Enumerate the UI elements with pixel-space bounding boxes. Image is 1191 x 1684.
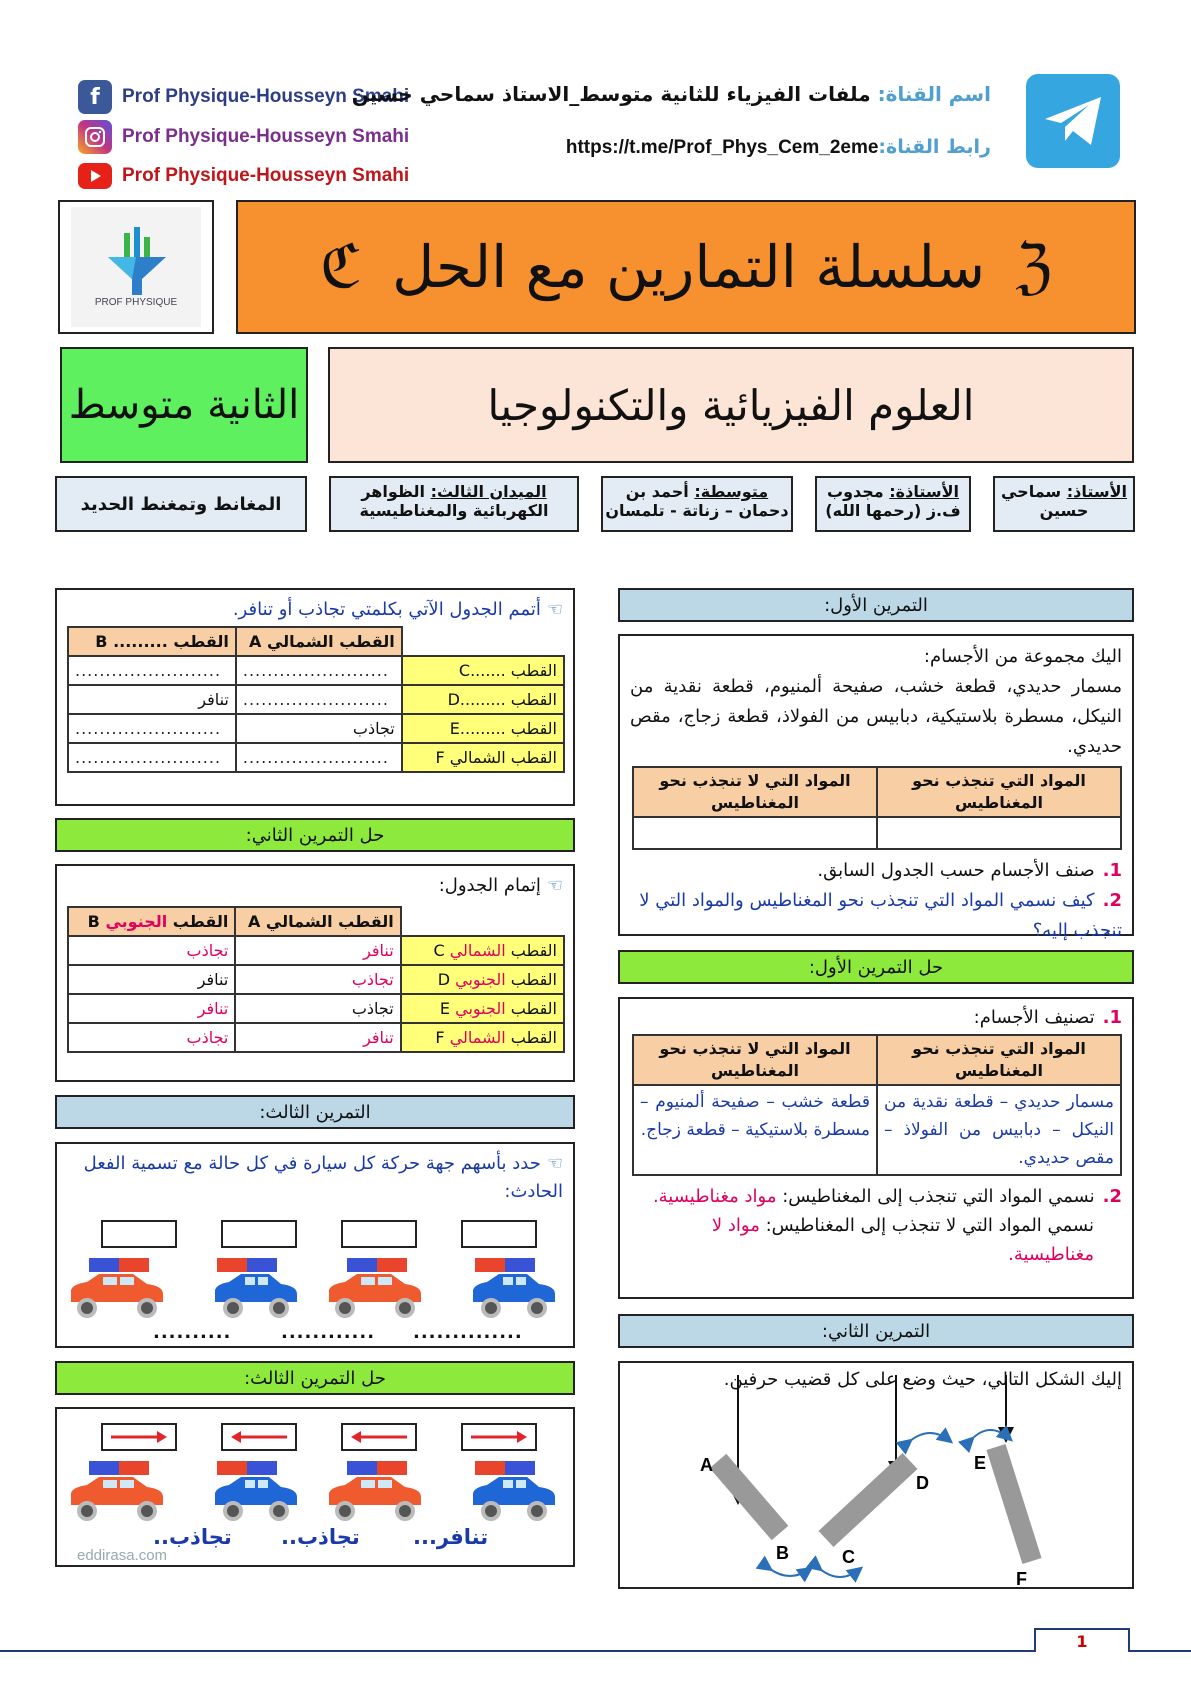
- row-red: الجنوبي: [455, 970, 506, 989]
- table-row: [68, 936, 564, 965]
- row-post: F: [435, 1028, 450, 1047]
- sol1-s1-text: تصنيف الأجسام:: [973, 1007, 1095, 1028]
- ex2-cell: تجاذب: [236, 714, 402, 743]
- school-label: متوسطة:: [694, 482, 769, 501]
- subject-box: [328, 347, 1134, 463]
- car-icon: [465, 1475, 565, 1511]
- sol1-title: حل التمرين الأول:: [808, 956, 944, 978]
- sol1-s2a-text: نسمي المواد التي تنجذب إلى المغناطيس:: [776, 1186, 1095, 1207]
- pointing-hand-icon: ☜: [546, 599, 563, 620]
- sol1-s2-num: 2.: [1102, 1186, 1122, 1207]
- letter-d: D: [916, 1473, 929, 1493]
- sol3-answer-2: تجاذب..: [281, 1525, 360, 1549]
- ex1-title-bar: [618, 588, 1134, 622]
- magnet: [217, 1461, 277, 1475]
- sol2-cell: تنافر: [235, 1023, 400, 1052]
- car-3: [325, 1258, 425, 1318]
- letter-c: C: [842, 1547, 855, 1567]
- car-icon: [207, 1475, 307, 1511]
- arrow-left-icon: [349, 1429, 409, 1445]
- sol2-table: [67, 906, 565, 1053]
- sol3-title: حل التمرين الثالث:: [244, 1367, 386, 1389]
- ex2-question-text: أتمم الجدول الآتي بكلمتي تجاذب أو تنافر.: [232, 599, 541, 620]
- info-teacher1: [993, 476, 1135, 532]
- logo-box: [58, 200, 214, 334]
- field-a: الظواهر: [361, 482, 431, 501]
- sol2-intro-text: إتمام الجدول:: [438, 875, 541, 896]
- social-youtube[interactable]: [78, 158, 438, 194]
- logo-text: PROF PHYSIQUE: [94, 296, 178, 308]
- sol2-row-header: [401, 994, 564, 1023]
- ex3-title: التمرين الثالث:: [259, 1101, 371, 1123]
- instagram-label: Prof Physique-Housseyn Smahi: [122, 126, 410, 147]
- arrow-left-sign-3: [341, 1423, 417, 1451]
- letter-f: F: [1016, 1569, 1027, 1587]
- ex3-blank-3[interactable]: ..............: [413, 1322, 523, 1343]
- pointing-hand-icon: ☜: [546, 1153, 563, 1174]
- arrow-answer-box-3[interactable]: [341, 1220, 417, 1248]
- ex2-cell[interactable]: ........................: [68, 656, 236, 685]
- car-1: [67, 1461, 167, 1521]
- arrow-right-sign-4: [461, 1423, 537, 1451]
- ex1-body: [618, 634, 1134, 941]
- row-post: C: [433, 941, 450, 960]
- school-b: دحمان – زناتة - تلمسان: [605, 501, 789, 520]
- youtube-label: Prof Physique-Housseyn Smahi: [122, 165, 410, 186]
- sol2-row-header: [401, 936, 564, 965]
- magnet: [89, 1258, 149, 1272]
- car-4: [465, 1461, 565, 1521]
- sol2-cell: تجاذب: [68, 936, 235, 965]
- table-row: [68, 714, 564, 743]
- ex3-question-text: حدد بأسهم جهة حركة كل سيارة في كل حالة مع تسمية الفعل الحادث:: [83, 1153, 563, 1202]
- ex2-cell[interactable]: ........................: [68, 714, 236, 743]
- rod-ef: [974, 1375, 1032, 1587]
- car-2: [207, 1258, 307, 1318]
- sol2-cell: تجاذب: [68, 1023, 235, 1052]
- sol1-s1: [630, 1003, 1122, 1032]
- ex1-q1-num: 1.: [1102, 860, 1122, 881]
- rod-ab: [700, 1375, 789, 1563]
- ex1-q2-num: 2.: [1102, 890, 1122, 911]
- table-row: [68, 1023, 564, 1052]
- page-number-tab: [1034, 1628, 1130, 1652]
- ex2-title: التمرين الثاني:: [821, 1320, 931, 1342]
- ex1-q2: [630, 886, 1122, 946]
- ex3-body: [55, 1142, 575, 1348]
- row-red: الشمالي: [449, 1028, 506, 1047]
- arrow-answer-box-1[interactable]: [101, 1220, 177, 1248]
- car-icon: [465, 1272, 565, 1308]
- sol2-row-header: [401, 1023, 564, 1052]
- car-icon: [207, 1272, 307, 1308]
- teacher1-a: سماحي: [1000, 482, 1067, 501]
- series-title: سلسلة التمارين مع الحل: [392, 233, 986, 301]
- sol2-row-header: [401, 965, 564, 994]
- channel-name-label: اسم القناة:: [877, 82, 991, 106]
- sol3-answer-3: تجاذب..: [153, 1525, 232, 1549]
- car-2: [207, 1461, 307, 1521]
- row-red: الشمالي: [449, 941, 506, 960]
- ex1-title: التمرين الأول:: [824, 594, 928, 616]
- ex2-body: [618, 1361, 1134, 1589]
- sol2-title: حل التمرين الثاني:: [245, 824, 385, 846]
- ex1-col-not: المواد التي لا تنجذب نحو المغناطيس: [633, 767, 877, 817]
- info-lesson: [55, 476, 307, 532]
- sol2-title-bar: [55, 818, 575, 852]
- footer-line: [0, 1650, 1191, 1652]
- ex2-cell: تنافر: [68, 685, 236, 714]
- sol3-title-bar: [55, 1361, 575, 1395]
- rotation-arrow-bottom-1: [770, 1569, 810, 1576]
- info-field: [329, 476, 579, 532]
- ex1-intro: اليك مجموعة من الأجسام:: [923, 646, 1122, 667]
- magnet: [347, 1461, 407, 1475]
- row-pre: القطب: [505, 941, 557, 960]
- ex1-q2-text: كيف نسمي المواد التي تنجذب نحو المغناطيس والمواد التي لا تنجذب إليه؟: [639, 890, 1122, 941]
- magnet: [89, 1461, 149, 1475]
- rods-figure: [620, 1363, 1132, 1587]
- sol2-cell: تجاذب: [235, 965, 400, 994]
- ex1-col-attract: المواد التي تنجذب نحو المغناطيس: [877, 767, 1121, 817]
- facebook-label: Prof Physique-Housseyn Smahi: [122, 86, 410, 107]
- ex2-question-box: [55, 588, 575, 806]
- sol1-col-not: المواد التي لا تنجذب نحو المغناطيس: [633, 1035, 877, 1085]
- magnet: [475, 1461, 535, 1475]
- telegram-icon[interactable]: [1026, 74, 1120, 168]
- teacher1-label: الأستاذ:: [1066, 482, 1128, 501]
- info-school: [601, 476, 793, 532]
- channel-name-value: ملفات الفيزياء للثانية متوسط_الاستاذ سماحي حسين: [351, 82, 878, 106]
- row-post: E: [439, 999, 456, 1018]
- table-row: [68, 685, 564, 714]
- teacher2-label: الأستاذة:: [889, 482, 959, 501]
- table-row: [68, 656, 564, 685]
- sol1-s1-num: 1.: [1102, 1007, 1122, 1028]
- school-a: أحمد بن: [625, 482, 695, 501]
- letter-a: A: [700, 1455, 713, 1475]
- sol2-col-b: [68, 907, 235, 936]
- sol2-cell: تنافر: [68, 965, 235, 994]
- ornament-right-icon: ℨ: [1015, 232, 1053, 302]
- rod-cd: [826, 1375, 929, 1567]
- ex2-row-header: القطب .......C: [402, 656, 564, 685]
- arrow-answer-box-2[interactable]: [221, 1220, 297, 1248]
- sol1-attract-list: مسمار حديدي – قطعة نقدية من النيكل – دبابيس من الفولاذ – مقص حديدي.: [877, 1085, 1121, 1175]
- arrow-right-icon: [469, 1429, 529, 1445]
- sol3-answer-1: تنافر...: [413, 1525, 489, 1549]
- row-post: D: [437, 970, 456, 989]
- sol1-body: [618, 997, 1134, 1299]
- pointing-hand-icon: ☜: [546, 875, 563, 896]
- ornament-left-icon: ℭ: [319, 232, 363, 302]
- sol1-col-attract: المواد التي تنجذب نحو المغناطيس: [877, 1035, 1121, 1085]
- ex1-q1-text: صنف الأجسام حسب الجدول السابق.: [817, 860, 1095, 881]
- arrow-left-icon: [229, 1429, 289, 1445]
- car-1: [67, 1258, 167, 1318]
- row-red: الجنوبي: [455, 999, 506, 1018]
- youtube-icon: [78, 163, 112, 189]
- sol1-s2b-answer: مواد لا مغناطيسية.: [711, 1215, 1094, 1265]
- series-title-banner: [236, 200, 1136, 334]
- watermark: eddirasa.com: [77, 1547, 168, 1564]
- letter-e: E: [974, 1453, 987, 1473]
- facebook-icon: f: [78, 80, 112, 114]
- sol2-cell: تجاذب: [235, 994, 400, 1023]
- ex1-attract-cell[interactable]: [877, 817, 1121, 849]
- ex2-row-header: القطب .........D: [402, 685, 564, 714]
- field-b: الكهربائية والمغناطيسية: [359, 501, 549, 520]
- sol2-col-b-post: B: [87, 912, 106, 931]
- car-4: [465, 1258, 565, 1318]
- lesson-title: المغانط وتمغنط الحديد: [80, 493, 282, 515]
- ex3-blank-2[interactable]: ............: [281, 1322, 376, 1343]
- row-pre: القطب: [505, 970, 557, 989]
- sol1-s2a: [630, 1182, 1122, 1211]
- arrow-left-sign-2: [221, 1423, 297, 1451]
- sol2-col-b-red: الجنوبي: [105, 912, 168, 931]
- sol1-s2b: [630, 1211, 1122, 1269]
- ex2-cell[interactable]: ........................: [236, 656, 402, 685]
- field-label: الميدان الثالث:: [430, 482, 547, 501]
- sol3-body: [55, 1407, 575, 1567]
- teacher2-b: ف.ز (رحمها الله): [825, 501, 961, 520]
- ex2-cell[interactable]: ........................: [236, 685, 402, 714]
- sol1-s2a-answer: مواد مغناطيسية.: [652, 1186, 777, 1207]
- info-teacher2: [815, 476, 971, 532]
- ex2-table: [67, 626, 565, 773]
- sol2-cell: تنافر: [235, 936, 400, 965]
- ex3-title-bar: [55, 1095, 575, 1129]
- teacher1-b: حسين: [1039, 501, 1089, 520]
- channel-link-url[interactable]: https://t.me/Prof_Phys_Cem_2eme: [565, 137, 879, 158]
- ex1-table: [632, 766, 1122, 850]
- ex2-row-header: القطب الشمالي F: [402, 743, 564, 772]
- rotation-arrow-top-1: [910, 1433, 950, 1441]
- ex1-not-cell[interactable]: [633, 817, 877, 849]
- arrow-right-icon: [109, 1429, 169, 1445]
- ex2-intro: إليك الشكل التالي، حيث وضع على كل قضيب حرفين.: [723, 1369, 1122, 1390]
- magnet: [347, 1258, 407, 1272]
- sol2-col-b-pre: القطب: [167, 912, 229, 931]
- sol2-intro: [67, 872, 563, 900]
- magnet: [217, 1258, 277, 1272]
- sol1-title-bar: [618, 950, 1134, 984]
- ex1-objects: مسمار حديدي، قطعة خشب، صفيحة ألمنيوم، قطعة نقدية من النيكل، مسطرة بلاستيكية، دبابيس من الفولاذ، قطعة زجاج، مقص حديدي.: [630, 676, 1122, 757]
- sol1-table: [632, 1034, 1122, 1176]
- ex3-question: [67, 1150, 563, 1206]
- level-box: [60, 347, 308, 463]
- ex2-col-b: القطب ......... B: [68, 627, 236, 656]
- row-pre: القطب: [505, 999, 557, 1018]
- sol2-cell: تنافر: [68, 994, 235, 1023]
- table-row: [68, 743, 564, 772]
- channel-name: [351, 82, 991, 106]
- table-row: [68, 965, 564, 994]
- ex2-cell[interactable]: ........................: [236, 743, 402, 772]
- car-3: [325, 1461, 425, 1521]
- sol2-body: [55, 864, 575, 1082]
- rotation-arrow-top-2: [972, 1430, 1010, 1439]
- channel-link[interactable]: [391, 136, 991, 159]
- logo-graphic: [96, 227, 176, 297]
- ex2-col-a: القطب الشمالي A: [236, 627, 402, 656]
- arrow-right-sign-1: [101, 1423, 177, 1451]
- magnet: [475, 1258, 535, 1272]
- social-instagram[interactable]: [78, 116, 438, 158]
- level-title: الثانية متوسط: [68, 382, 300, 428]
- ex2-row-header: القطب .........E: [402, 714, 564, 743]
- rotation-arrow-bottom-2: [820, 1569, 860, 1577]
- arrow-answer-box-4[interactable]: [461, 1220, 537, 1248]
- letter-b: B: [776, 1543, 789, 1563]
- table-row: [68, 994, 564, 1023]
- subject-title: العلوم الفيزيائية والتكنولوجيا: [487, 380, 975, 430]
- ex2-question: [67, 596, 563, 624]
- ex2-cell[interactable]: ........................: [68, 743, 236, 772]
- teacher2-a: مجدوب: [826, 482, 890, 501]
- logo: [71, 207, 201, 327]
- page-number: 1: [1076, 1631, 1088, 1651]
- row-pre: القطب: [505, 1028, 557, 1047]
- sol1-not-list: قطعة خشب – صفيحة ألمنيوم – مسطرة بلاستيكية – قطعة زجاج.: [633, 1085, 877, 1175]
- sol2-col-a: القطب الشمالي A: [235, 907, 400, 936]
- ex1-q1: [630, 856, 1122, 886]
- ex2-title-bar: [618, 1314, 1134, 1348]
- sol1-s2b-text: نسمي المواد التي لا تنجذب إلى المغناطيس:: [759, 1215, 1094, 1236]
- ex3-blank-1[interactable]: ..........: [153, 1322, 232, 1343]
- channel-link-label: رابط القناة:: [878, 136, 991, 158]
- instagram-icon: [78, 120, 112, 154]
